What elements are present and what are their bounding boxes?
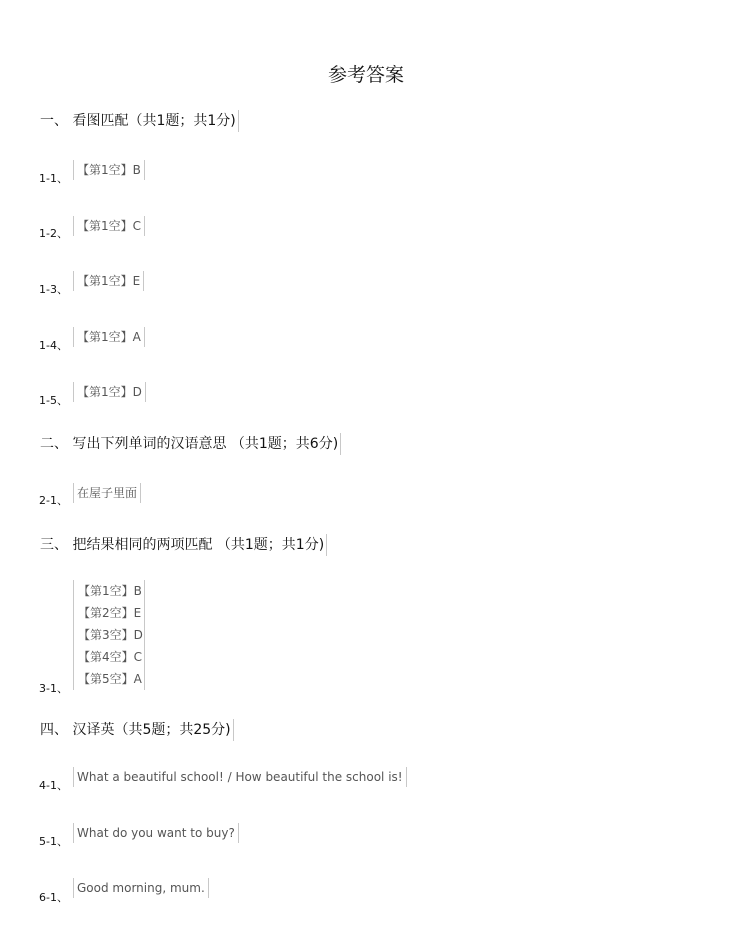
section-heading-4: 四、 汉译英（共5题；共25分)	[40, 719, 234, 741]
answer-text: 【第1空】C	[73, 216, 145, 236]
question-number: 1-3、	[39, 283, 68, 296]
section-heading-2: 二、 写出下列单词的汉语意思 （共1题；共6分)	[40, 433, 341, 455]
question-number: 1-4、	[39, 339, 68, 352]
section-heading-1: 一、 看图匹配（共1题；共1分)	[40, 110, 239, 132]
question-number: 4-1、	[39, 779, 68, 792]
multi-answer-block	[73, 580, 145, 690]
question-number: 2-1、	[39, 494, 68, 507]
answer-text: 在屋子里面	[73, 483, 141, 503]
answer-text: 【第1空】E	[73, 271, 144, 291]
answer-text: What do you want to buy?	[73, 823, 239, 843]
answer-text: 【第1空】D	[73, 382, 146, 402]
answer-line: 【第2空】E	[78, 606, 142, 620]
section-heading-3: 三、 把结果相同的两项匹配 （共1题；共1分)	[40, 534, 327, 556]
answer-line: 【第3空】D	[78, 628, 143, 642]
answer-line: 【第4空】C	[78, 650, 143, 664]
answer-text: 【第1空】A	[73, 327, 145, 347]
page-title: 参考答案	[327, 64, 404, 86]
question-number: 6-1、	[39, 891, 68, 904]
question-number: 5-1、	[39, 835, 68, 848]
question-number: 1-5、	[39, 394, 68, 407]
question-number: 3-1、	[39, 682, 68, 695]
question-number: 1-1、	[39, 172, 68, 185]
question-number: 1-2、	[39, 227, 68, 240]
answer-text: 【第1空】B	[73, 160, 145, 180]
answer-line: 【第5空】A	[78, 672, 142, 686]
answer-text: What a beautiful school! / How beautiful the school is!	[73, 767, 407, 787]
answer-text: Good morning, mum.	[73, 878, 209, 898]
answer-line: 【第1空】B	[78, 584, 142, 598]
